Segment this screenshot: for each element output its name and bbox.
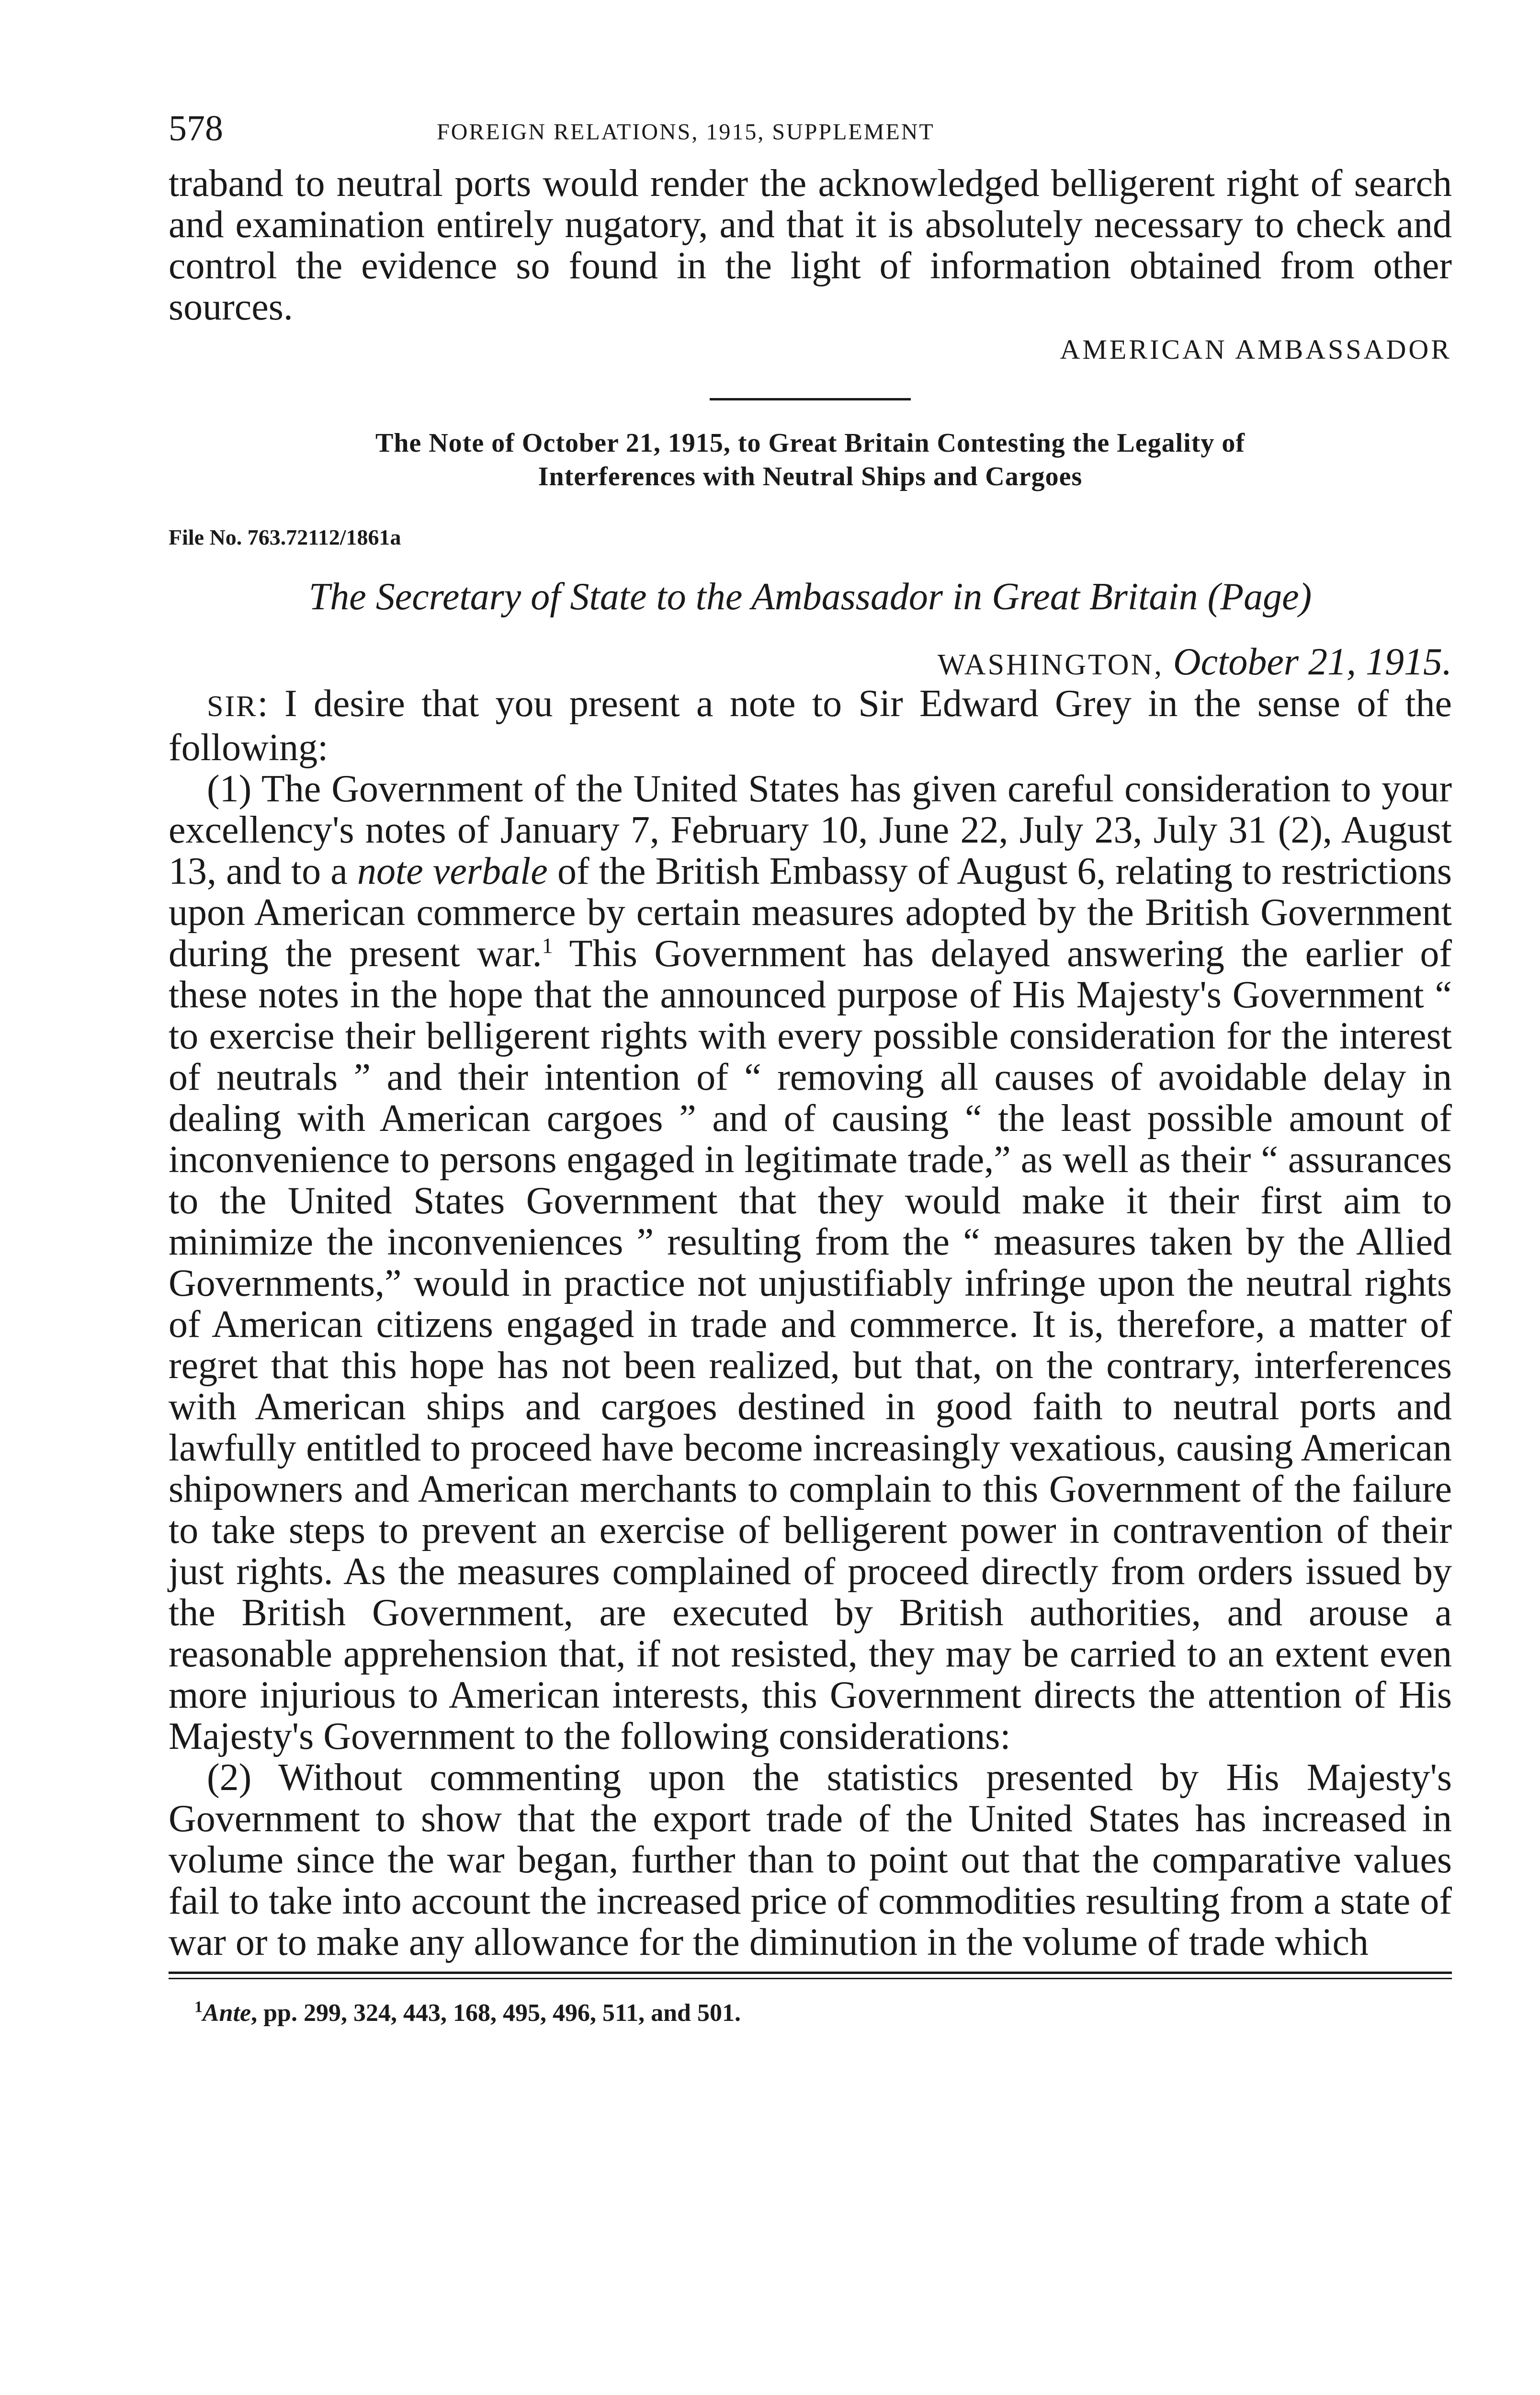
paragraph-1-part-a: (1) The Government of the United States has given careful consideration to your excellency's notes of January 7, February 10, June 22, July 23, July 31 (2), August 13, and to a xyxy=(169,767,1452,892)
running-head xyxy=(169,110,1452,163)
salutation: SIR xyxy=(207,690,258,723)
dateline-date: October 21, 1915. xyxy=(1173,640,1452,683)
section-title-line-2: Interferences with Neutral Ships and Cargoes xyxy=(538,462,1083,492)
paragraph-1 xyxy=(169,768,1452,1757)
footnote-ante: Ante xyxy=(203,1999,251,2027)
continuation-paragraph: traband to neutral ports would render the acknowledged belligerent right of search and examination entirely nugatory, and that it is absolutely necessary to check and control the evidence so found in the light of information obtained from other sources. xyxy=(169,162,1452,328)
running-title: FOREIGN RELATIONS, 1915, SUPPLEMENT xyxy=(437,119,935,145)
document-heading: The Secretary of State to the Ambassador in Great Britain (Page) xyxy=(308,575,1312,618)
letter-intro-paragraph xyxy=(169,683,1452,768)
file-number: File No. 763.72112/1861a xyxy=(169,525,401,550)
letter-intro-text: : I desire that you present a note to Sir Edward Grey in the sense of the following: xyxy=(169,682,1452,769)
footnote xyxy=(194,1998,1452,2028)
footnote-text: , pp. 299, 324, 443, 168, 495, 496, 511, and 501. xyxy=(251,1999,741,2027)
section-divider xyxy=(710,398,911,400)
footnote-reference: 1 xyxy=(542,933,553,958)
paragraph-2: (2) Without commenting upon the statistics presented by His Majesty's Government to show that the export trade of the United States has increased in volume since the war began, further than to point out that the comparative values fail to take into account the increased price of commodities resulting from a state of war or to make any allowance for the diminution in the volume of trade which xyxy=(169,1756,1452,1963)
note-verbale-term: note verbale xyxy=(357,850,548,892)
dateline-place: WASHINGTON, xyxy=(938,648,1164,681)
section-title-line-1: The Note of October 21, 1915, to Great Britain Contesting the Legality of xyxy=(375,428,1246,458)
footnote-mark: 1 xyxy=(194,1998,203,2016)
footnote-divider-thin xyxy=(169,1978,1452,1979)
signature: AMERICAN AMBASSADOR xyxy=(1060,334,1452,365)
dateline xyxy=(169,641,1452,683)
paragraph-1-part-c: This Government has delayed answering the earlier of these notes in the hope that the announced purpose of His Majesty's Government “ to exercise their belligerent rights with every possible consideration for the interest of neutrals ” and their intention of “ removing all causes of avoidable delay in dealing with American cargoes ” and of causing “ the least possible amount of inconvenience to persons engaged in legitimate trade,” as well as their “ assurances to the United States Government that they would make it their first aim to minimize the inconveniences ” resulting from the “ measures taken by the Allied Governments,” would in practice not unjustifiably infringe upon the neutral rights of American citizens engaged in trade and commerce. It is, therefore, a matter of regret that this hope has not been realized, but that, on the contrary, interferences with American ships and cargoes destined in good faith to neutral ports and lawfully entitled to proceed have become increasingly vexatious, causing American shipowners and American merchants to complain to this Government of the failure to take steps to prevent an exercise of belligerent power in contravention of their just rights. As the measures complained of proceed directly from orders issued by the British Government, are executed by British authorities, and arouse a reasonable apprehension that, if not resisted, they may be carried to an extent even more injurious to American interests, this Government directs the attention of His Majesty's Government to the following considerations: xyxy=(169,932,1452,1757)
section-title xyxy=(169,426,1452,493)
document-page xyxy=(169,110,1452,2028)
footnote-divider xyxy=(169,1972,1452,1974)
paragraph-1-part-b: of the British Embassy of August 6, relating to restrictions upon American commerce by certain measures adopted by the British Government during the present war. xyxy=(169,850,1452,975)
page-number: 578 xyxy=(169,108,223,148)
